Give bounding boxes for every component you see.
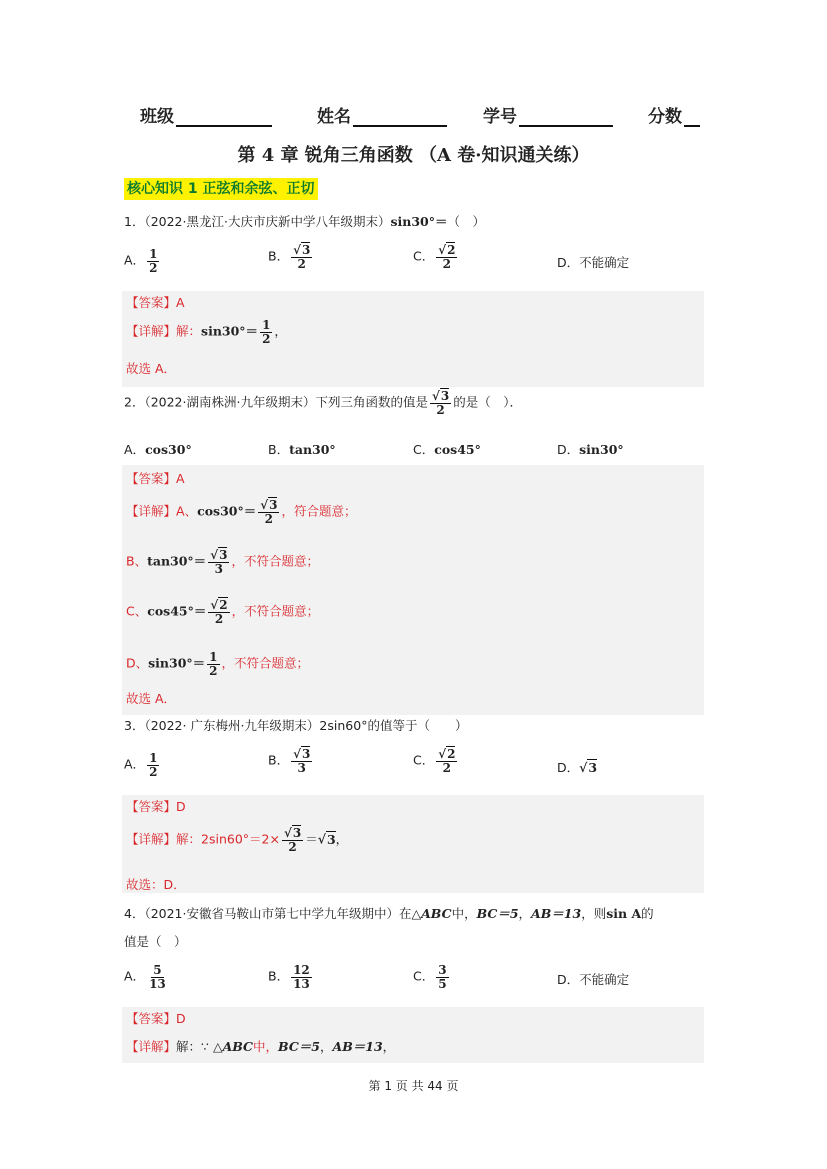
q3-option-a: A． $\frac{1}{2}$ <box>124 751 158 779</box>
fraction: $\frac{12}{13}$ <box>293 963 310 991</box>
q2-option-c: C．cos45° <box>413 442 481 457</box>
q2-conclusion: 故选 A． <box>126 691 177 706</box>
question-4-stem: 4．（2021·安徽省马鞍山市第七中学九年级期中）在△ABC中，BC＝5，AB＝13，则sin A的 <box>124 906 654 921</box>
q1-option-d: D．不能确定 <box>557 255 630 270</box>
fraction: $\frac{√3}{2}$ <box>293 243 311 271</box>
fraction: $\frac{1}{2}$ <box>149 751 158 779</box>
q3-answer-box <box>122 795 704 893</box>
q3-option-d: D．√3 <box>557 760 598 775</box>
q4-detail: 【详解】解：∵ △ABC中，BC＝5，AB＝13， <box>126 1039 396 1054</box>
fraction: $\frac{√3}{2}$ <box>431 389 450 417</box>
q4-option-c: C． $\frac{3}{5}$ <box>413 963 447 991</box>
score-blank <box>684 107 700 127</box>
q3-conclusion: 故选：D． <box>126 877 186 892</box>
q2-detail-b: B、tan30°＝ $\frac{√3}{3}$ ，不符合题意； <box>126 548 319 576</box>
q1-option-b: B． $\frac{√3}{2}$ <box>268 243 311 271</box>
name-blank <box>353 107 447 127</box>
q1-answer: 【答案】A <box>126 295 185 310</box>
fraction: $\frac{5}{13}$ <box>149 963 166 991</box>
fraction: $\frac{√2}{2}$ <box>210 598 228 626</box>
q4-option-b: B． $\frac{12}{13}$ <box>268 963 310 991</box>
q4-answer-box <box>122 1007 704 1063</box>
q2-detail-c: C、cos45°＝ $\frac{√2}{2}$ ，不符合题意； <box>126 598 320 626</box>
q3-answer: 【答案】D <box>126 799 186 814</box>
id-field: 学号 <box>483 102 613 127</box>
q2-answer: 【答案】A <box>126 471 185 486</box>
q4-option-a: A． $\frac{5}{13}$ <box>124 963 166 991</box>
q1-detail: 【详解】解：sin30°＝ $\frac{1}{2}$ ， <box>126 318 287 346</box>
fraction: $\frac{1}{2}$ <box>149 247 158 275</box>
score-field: 分数 <box>648 102 700 127</box>
class-blank <box>176 107 272 127</box>
id-blank <box>519 107 613 127</box>
question-2-stem: 2．（2022·湖南株洲·九年级期末）下列三角函数的值是 $\frac{√3}{2}$ 的是（ ）． <box>124 389 522 417</box>
fraction: $\frac{√2}{2}$ <box>438 243 456 271</box>
q3-option-c: C． $\frac{√2}{2}$ <box>413 747 456 775</box>
knowledge-tag: 核心知识 1 正弦和余弦、正切 <box>124 178 318 200</box>
fraction: $\frac{√3}{3}$ <box>210 548 228 576</box>
q2-option-a: A．cos30° <box>124 442 192 457</box>
q1-conclusion: 故选 A． <box>126 361 177 376</box>
q2-answer-box <box>122 465 704 715</box>
q2-option-b: B．tan30° <box>268 442 336 457</box>
question-4-stem-line2: 值是（ ） <box>124 934 187 949</box>
q3-option-b: B． $\frac{√3}{3}$ <box>268 747 311 775</box>
fraction: $\frac{1}{2}$ <box>262 318 271 346</box>
q4-option-d: D．不能确定 <box>557 972 630 987</box>
fraction: $\frac{√3}{3}$ <box>293 747 311 775</box>
question-1-stem: 1．（2022·黑龙江·大庆市庆新中学八年级期末）sin30°＝（ ） <box>124 214 486 229</box>
q3-detail: 【详解】解：2sin60°＝2× $\frac{√3}{2}$ ＝√3， <box>126 826 349 854</box>
q1-answer-box <box>122 291 704 387</box>
question-3-stem: 3．（2022· 广东梅州·九年级期末）2sin60°的值等于（ ） <box>124 718 468 733</box>
q1-option-a: A． $\frac{1}{2}$ <box>124 247 158 275</box>
q4-answer: 【答案】D <box>126 1011 186 1026</box>
fraction: $\frac{1}{2}$ <box>209 650 218 678</box>
q2-detail-d: D、sin30°＝ $\frac{1}{2}$ ，不符合题意； <box>126 650 310 678</box>
fraction: $\frac{√2}{2}$ <box>438 747 456 775</box>
class-field: 班级 <box>140 102 272 127</box>
chapter-title: 第 4 章 锐角三角函数 （A 卷·知识通关练） <box>237 145 590 166</box>
fraction: $\frac{√3}{2}$ <box>260 498 278 526</box>
fraction: $\frac{3}{5}$ <box>438 963 447 991</box>
fraction: $\frac{√3}{2}$ <box>283 826 302 854</box>
q2-detail-a: 【详解】A、cos30°＝ $\frac{√3}{2}$ ，符合题意； <box>126 498 357 526</box>
q1-option-c: C． $\frac{√2}{2}$ <box>413 243 456 271</box>
page-footer: 第 1 页 共 44 页 <box>368 1079 459 1093</box>
name-field: 姓名 <box>317 102 447 127</box>
q2-option-d: D．sin30° <box>557 442 624 457</box>
student-info-header <box>140 102 710 128</box>
